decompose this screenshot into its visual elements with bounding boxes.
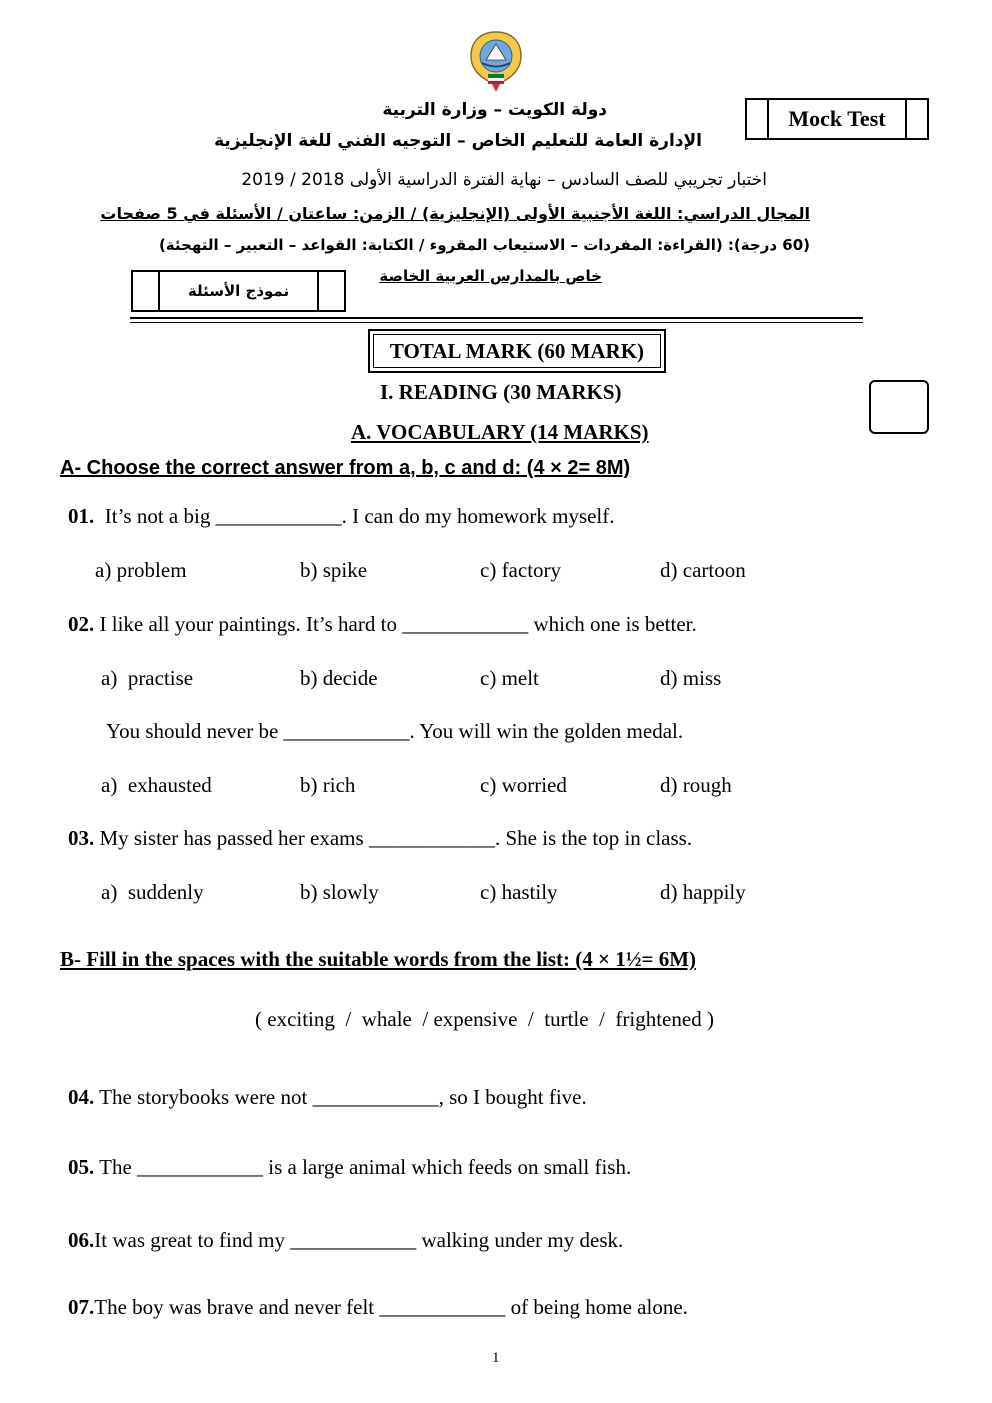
question-row	[68, 1228, 623, 1253]
question-number: 05.	[68, 1155, 95, 1179]
word-list: ( exciting / whale / expensive / turtle / frightened )	[255, 1007, 714, 1031]
section-a-instruction: A- Choose the correct answer from a, b, c and d: (4 × 2= 8M)	[60, 457, 631, 479]
option-c[interactable]: c) melt	[480, 666, 539, 690]
question-number: 02.	[68, 612, 95, 636]
department-line: الإدارة العامة للتعليم الخاص – التوجيه الفني للغة الإنجليزية	[214, 131, 702, 151]
mock-test-label: Mock Test	[767, 100, 907, 138]
question-number: 03.	[68, 826, 95, 850]
question-text: You should never be ____________. You will win the golden medal.	[106, 719, 684, 743]
option-b[interactable]: b) rich	[300, 773, 356, 797]
reading-title: I. READING (30 MARKS)	[380, 380, 622, 404]
option-d[interactable]: d) miss	[660, 666, 722, 690]
header-divider	[130, 317, 863, 319]
question-text: My sister has passed her exams ____________. She is the top in class.	[99, 826, 693, 850]
subject-line: المجال الدراسي: اللغة الأجنبية الأولى (الإنجليزية) / الزمن: ساعتان / الأسئلة في 5 صفحات	[100, 204, 810, 223]
section-b-instruction: B- Fill in the spaces with the suitable words from the list: (4 × 1½= 6M)	[60, 947, 697, 971]
option-d[interactable]: d) rough	[660, 773, 732, 797]
question-text: I like all your paintings. It’s hard to ____________ which one is better.	[99, 612, 697, 636]
question-number: 01.	[68, 504, 95, 528]
option-c[interactable]: c) worried	[480, 773, 567, 797]
option-a[interactable]: a) practise	[101, 666, 194, 690]
question-text: The ____________ is a large animal which feeds on small fish.	[99, 1155, 632, 1179]
total-mark-title: TOTAL MARK (60 MARK)	[373, 334, 661, 368]
question-text: The boy was brave and never felt ____________ of being home alone.	[94, 1295, 688, 1319]
question-row	[68, 1085, 587, 1110]
exam-title-line: اختبار تجريبي للصف السادس – نهاية الفترة الدراسية الأولى 2018 / 2019	[241, 170, 767, 190]
question-number: 04.	[68, 1085, 95, 1109]
question-row	[68, 1155, 631, 1180]
option-b[interactable]: b) slowly	[300, 880, 379, 904]
question-row	[68, 826, 692, 851]
question-row	[68, 504, 615, 529]
mock-test-box	[745, 98, 929, 140]
question-number: 06.	[68, 1228, 95, 1252]
option-a[interactable]: a) exhausted	[101, 773, 212, 797]
score-box[interactable]	[869, 380, 929, 434]
question-text: It’s not a big ____________. I can do my homework myself.	[104, 504, 615, 528]
option-d[interactable]: d) happily	[660, 880, 746, 904]
option-c[interactable]: c) factory	[480, 558, 562, 582]
option-b[interactable]: b) decide	[300, 666, 378, 690]
question-number: 07.	[68, 1295, 95, 1319]
option-a[interactable]: a) suddenly	[101, 880, 204, 904]
option-c[interactable]: c) hastily	[480, 880, 558, 904]
ministry-line: دولة الكويت – وزارة التربية	[382, 100, 607, 120]
vocabulary-title: A. VOCABULARY (14 MARKS)	[351, 420, 649, 444]
question-row	[68, 612, 697, 637]
option-d[interactable]: d) cartoon	[660, 558, 746, 582]
header-divider-thin	[130, 322, 863, 323]
option-b[interactable]: b) spike	[300, 558, 368, 582]
kuwait-emblem-logo	[468, 30, 524, 94]
marks-line: (60 درجة): (القراءة: المفردات – الاستيعاب المقروء / الكتابة: القواعد – التعبير – التهجئة)	[158, 236, 810, 254]
page-number: 1	[492, 1350, 500, 1366]
question-row	[68, 1295, 688, 1320]
model-box	[131, 270, 346, 312]
question-text: The storybooks were not ____________, so I bought five.	[99, 1085, 587, 1109]
option-a[interactable]: a) problem	[95, 558, 187, 582]
total-mark-box	[368, 329, 666, 373]
question-row	[106, 719, 683, 744]
schools-note: خاص بالمدارس العربية الخاصة	[379, 267, 602, 285]
question-text: It was great to find my ____________ walking under my desk.	[94, 1228, 624, 1252]
model-label: نموذج الأسئلة	[158, 272, 319, 310]
